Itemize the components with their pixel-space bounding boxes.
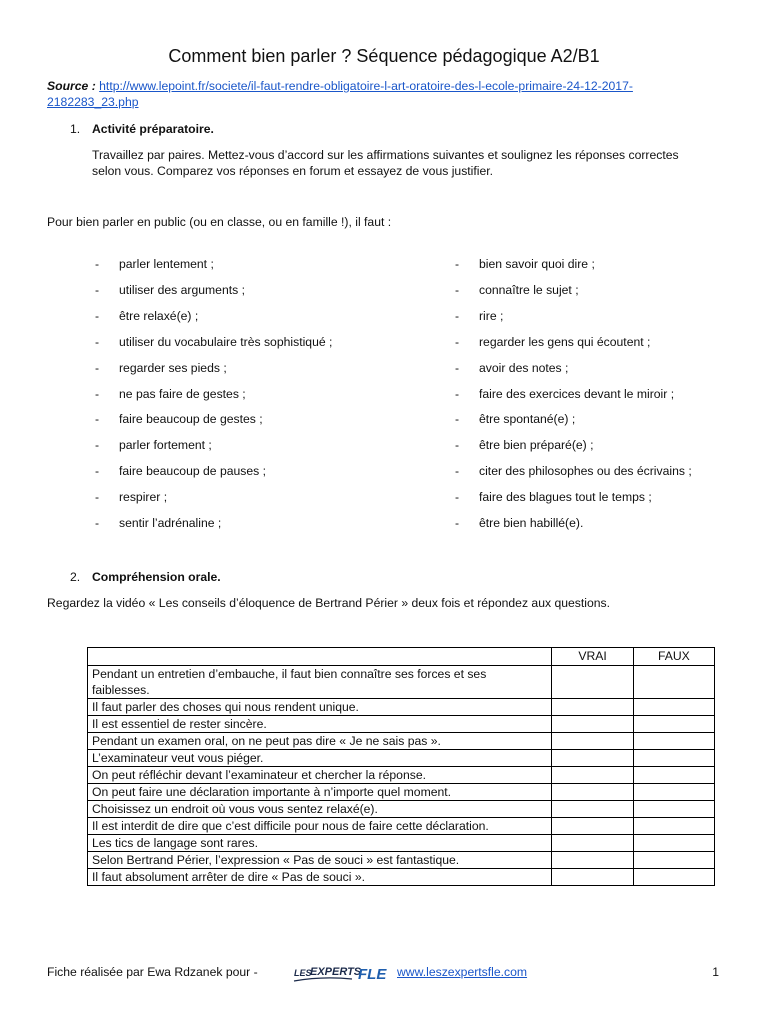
statement-cell: On peut réfléchir devant l’examinateur et chercher la réponse.	[88, 767, 552, 784]
les-experts-fle-logo	[292, 962, 392, 986]
statement-cell: L’examinateur veut vous piéger.	[88, 750, 552, 767]
bullet-dash: -	[95, 308, 100, 323]
bullet-dash: -	[455, 282, 460, 297]
bullet-dash: -	[95, 516, 100, 530]
statement-cell: Il est interdit de dire que c’est difficile pour nous de faire cette déclaration.	[88, 818, 552, 835]
page-number: 1	[712, 965, 719, 979]
svg-text:LES: LES	[294, 968, 312, 978]
section-2-number: 2.	[70, 570, 81, 584]
bullet-dash: -	[455, 308, 460, 323]
table-row	[88, 818, 715, 835]
bullet-dash: -	[455, 438, 460, 453]
statement-cell: Choisissez un endroit où vous vous sentez relaxé(e).	[88, 801, 552, 818]
faux-cell[interactable]	[633, 666, 714, 699]
bullet-dash: -	[455, 464, 460, 479]
table-row	[88, 852, 715, 869]
source-link[interactable]: http://www.lepoint.fr/societe/il-faut-rendre-obligatoire-l-art-oratoire-des-l-ecole-primaire-24-12-2017- 2182283_23.php	[47, 79, 633, 109]
section-1-instructions: Travaillez par paires. Mettez-vous d’accord sur les affirmations suivantes et soulignez les réponses correctes selon vous. Comparez vos réponses en forum et essayez de vous justifier.	[92, 148, 679, 178]
affirmation-text[interactable]: faire des blagues tout le temps ;	[479, 490, 652, 505]
bullet-dash: -	[455, 360, 460, 375]
statement-cell: Les tics de langage sont rares.	[88, 835, 552, 852]
affirmation-text[interactable]: regarder les gens qui écoutent ;	[479, 334, 651, 349]
section-1-number: 1.	[70, 122, 81, 136]
footer-website-link[interactable]: www.leszexpertsfle.com	[397, 965, 528, 979]
bullet-dash: -	[95, 282, 100, 297]
page-title: Comment bien parler ? Séquence pédagogique A2/B1	[168, 46, 600, 66]
bullet-dash: -	[95, 412, 100, 427]
affirmation-text[interactable]: avoir des notes ;	[479, 360, 569, 375]
bullet-dash: -	[455, 386, 460, 401]
table-row	[88, 869, 715, 886]
table-row	[88, 767, 715, 784]
source-line	[47, 78, 727, 110]
section-2-title: Compréhension orale.	[92, 570, 221, 584]
bullet-dash: -	[455, 490, 460, 505]
svg-text:EXPERTS: EXPERTS	[310, 966, 362, 978]
affirmation-text[interactable]: faire beaucoup de pauses ;	[119, 464, 267, 479]
vrai-cell[interactable]	[552, 835, 633, 852]
table-row	[88, 666, 715, 699]
bullet-dash: -	[455, 516, 460, 530]
source-label: Source :	[47, 79, 96, 93]
section-2-instructions: Regardez la vidéo « Les conseils d’éloquence de Bertrand Périer » deux fois et répondez aux questions.	[47, 596, 611, 610]
statement-cell: Il est essentiel de rester sincère.	[88, 716, 552, 733]
vrai-cell[interactable]	[552, 716, 633, 733]
bullet-dash: -	[95, 257, 100, 271]
vrai-cell[interactable]	[552, 767, 633, 784]
bullet-dash: -	[95, 386, 100, 401]
faux-cell[interactable]	[633, 801, 714, 818]
faux-cell[interactable]	[633, 733, 714, 750]
affirmation-text[interactable]: citer des philosophes ou des écrivains ;	[479, 464, 692, 479]
vrai-cell[interactable]	[552, 801, 633, 818]
affirmation-text[interactable]: respirer ;	[119, 490, 168, 505]
faux-cell[interactable]	[633, 852, 714, 869]
bullet-dash: -	[455, 412, 460, 427]
table-row	[88, 699, 715, 716]
bullet-dash: -	[455, 334, 460, 349]
affirmation-text[interactable]: être bien préparé(e) ;	[479, 438, 594, 453]
affirmation-text[interactable]: faire beaucoup de gestes ;	[119, 412, 263, 427]
section-1-title: Activité préparatoire.	[92, 122, 214, 136]
svg-text:FLE: FLE	[358, 966, 387, 983]
faux-cell[interactable]	[633, 818, 714, 835]
affirmation-text[interactable]: regarder ses pieds ;	[119, 360, 227, 375]
statement-cell: Pendant un entretien d’embauche, il faut bien connaître ses forces et ses faiblesses.	[88, 666, 552, 699]
statement-cell: Pendant un examen oral, on ne peut pas dire « Je ne sais pas ».	[88, 733, 552, 750]
affirmation-text[interactable]: être spontané(e) ;	[479, 412, 576, 427]
table-row	[88, 750, 715, 767]
table-row	[88, 716, 715, 733]
bullet-dash: -	[95, 464, 100, 479]
bullet-dash: -	[95, 334, 100, 349]
table-row	[88, 784, 715, 801]
header-vrai: VRAI	[552, 648, 633, 666]
faux-cell[interactable]	[633, 869, 714, 886]
header-statement	[88, 648, 552, 666]
affirmation-text[interactable]: parler fortement ;	[119, 438, 212, 453]
statement-cell: Selon Bertrand Périer, l’expression « Pas de souci » est fantastique.	[88, 852, 552, 869]
faux-cell[interactable]	[633, 784, 714, 801]
affirmation-text[interactable]: être bien habillé(e).	[479, 516, 584, 530]
statement-cell: Il faut absolument arrêter de dire « Pas de souci ».	[88, 869, 552, 886]
table-row	[88, 733, 715, 750]
header-faux: FAUX	[633, 648, 714, 666]
section-1-intro: Pour bien parler en public (ou en classe, ou en famille !), il faut :	[47, 215, 392, 229]
faux-cell[interactable]	[633, 767, 714, 784]
affirmation-text[interactable]: connaître le sujet ;	[479, 282, 579, 297]
vrai-cell[interactable]	[552, 784, 633, 801]
statement-cell: On peut faire une déclaration importante à n’importe quel moment.	[88, 784, 552, 801]
footer	[47, 965, 727, 989]
table-row	[88, 835, 715, 852]
affirmation-text[interactable]: utiliser des arguments ;	[119, 282, 245, 297]
bullet-dash: -	[95, 490, 100, 505]
bullet-dash: -	[95, 438, 100, 453]
faux-cell[interactable]	[633, 716, 714, 733]
affirmation-text[interactable]: bien savoir quoi dire ;	[479, 257, 595, 271]
affirmation-text[interactable]: ne pas faire de gestes ;	[119, 386, 246, 401]
affirmation-text[interactable]: rire ;	[479, 308, 504, 323]
affirmation-text[interactable]: faire des exercices devant le miroir ;	[479, 386, 675, 401]
statement-cell: Il faut parler des choses qui nous rendent unique.	[88, 699, 552, 716]
faux-cell[interactable]	[633, 835, 714, 852]
faux-cell[interactable]	[633, 699, 714, 716]
true-false-table	[87, 647, 715, 886]
affirmation-text[interactable]: être relaxé(e) ;	[119, 308, 199, 323]
footer-credit: Fiche réalisée par Ewa Rdzanek pour -	[47, 965, 258, 979]
vrai-cell[interactable]	[552, 869, 633, 886]
bullet-dash: -	[455, 257, 460, 271]
table-row	[88, 801, 715, 818]
affirmation-text[interactable]: parler lentement ;	[119, 257, 214, 271]
faux-cell[interactable]	[633, 750, 714, 767]
vrai-cell[interactable]	[552, 852, 633, 869]
affirmation-text[interactable]: utiliser du vocabulaire très sophistiqué ;	[119, 334, 333, 349]
vrai-cell[interactable]	[552, 750, 633, 767]
table-header-row	[88, 648, 715, 666]
vrai-cell[interactable]	[552, 818, 633, 835]
vrai-cell[interactable]	[552, 666, 633, 699]
vrai-cell[interactable]	[552, 699, 633, 716]
affirmation-text[interactable]: sentir l’adrénaline ;	[119, 516, 222, 530]
bullet-dash: -	[95, 360, 100, 375]
vrai-cell[interactable]	[552, 733, 633, 750]
